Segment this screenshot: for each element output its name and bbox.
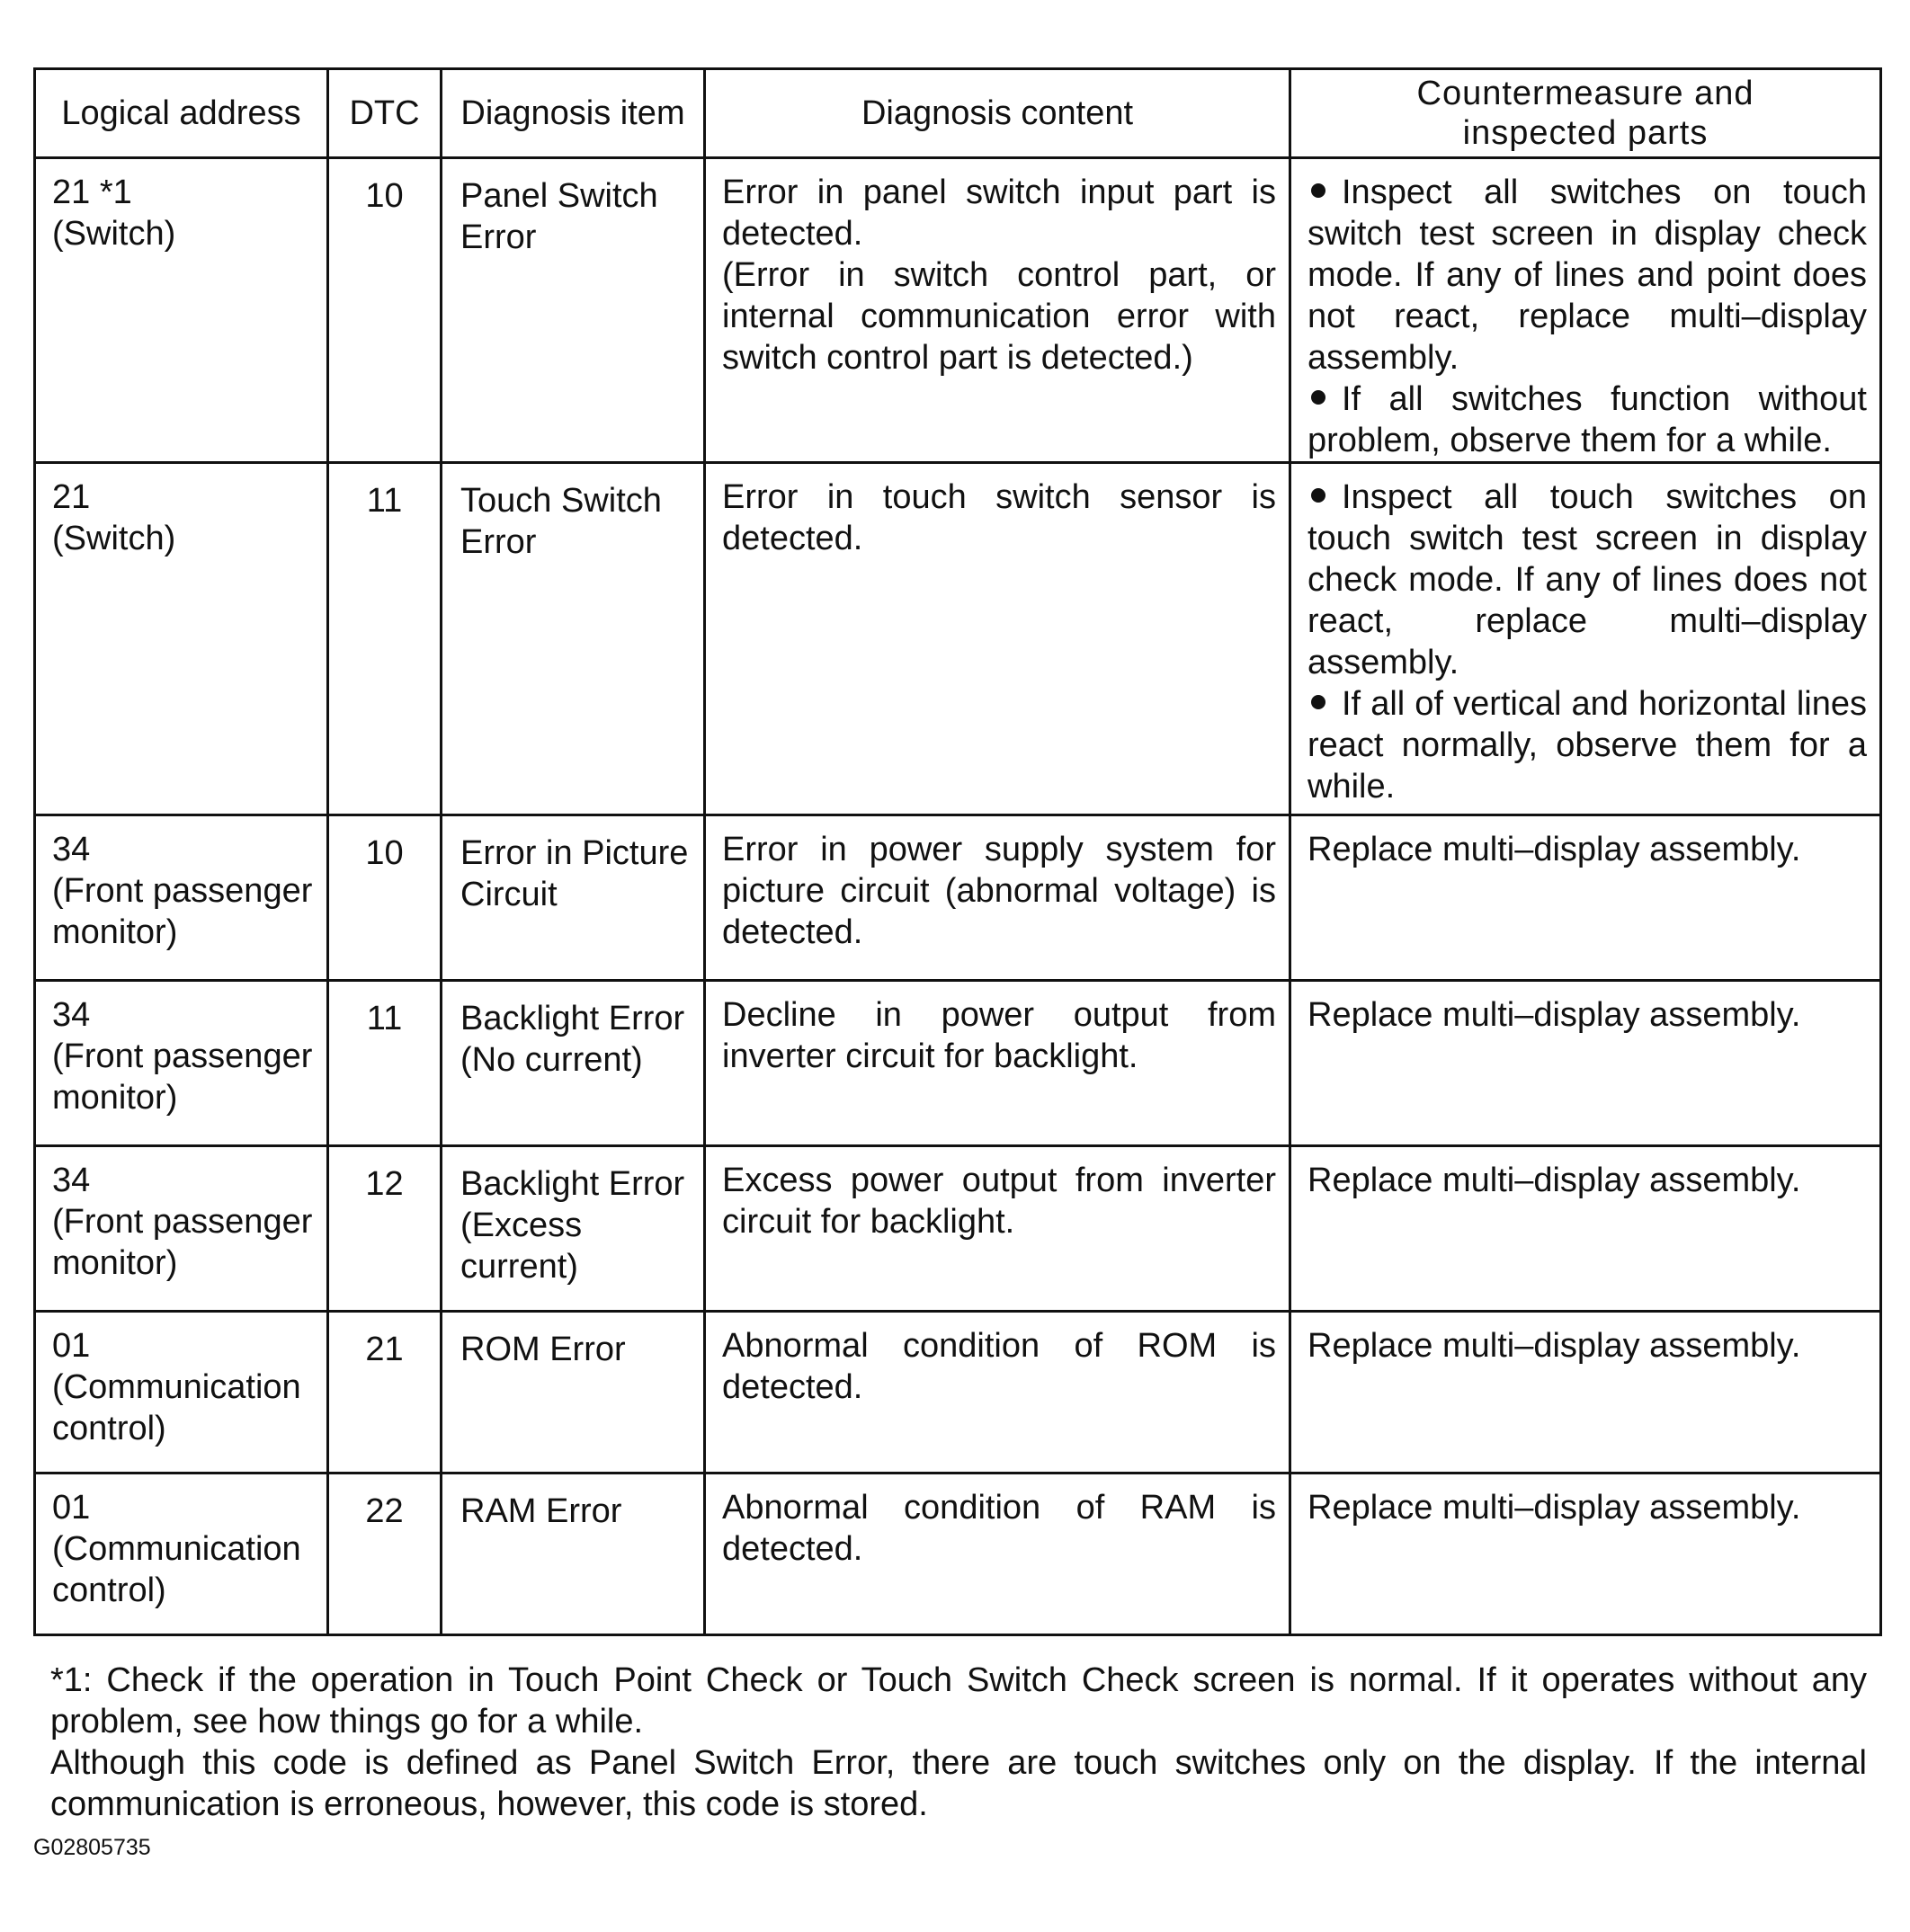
table-row (35, 1473, 1881, 1635)
cell-logical-address: 21 *1 (Switch) (35, 158, 328, 463)
cell-countermeasure: Replace multi–display assembly. (1290, 815, 1881, 981)
cell-countermeasure: Replace multi–display assembly. (1290, 1312, 1881, 1473)
cell-diagnosis-content: Error in touch switch sensor is detected. (705, 463, 1290, 815)
cell-dtc: 10 (328, 158, 442, 463)
cell-dtc: 12 (328, 1146, 442, 1312)
table-row (35, 815, 1881, 981)
cell-dtc: 22 (328, 1473, 442, 1635)
header-diagnosis-item: Diagnosis item (442, 69, 705, 158)
table-row (35, 1146, 1881, 1312)
cell-countermeasure (1290, 158, 1881, 463)
cell-countermeasure (1290, 463, 1881, 815)
bullet-icon (1311, 695, 1325, 709)
bullet-icon (1311, 488, 1325, 503)
bullet-icon (1311, 390, 1325, 405)
countermeasure-bullet: Inspect all touch switches on touch switch test screen in display check mode. If any of lines does not react, replace multi–display assembly. (1308, 478, 1867, 681)
cell-diagnosis-content: Error in panel switch input part is detected. (Error in switch control part, or internal communication error with switch control part is detected.) (705, 158, 1290, 463)
cell-logical-address: 34 (Front passenger monitor) (35, 1146, 328, 1312)
table-row (35, 1312, 1881, 1473)
cell-diagnosis-item: ROM Error (442, 1312, 705, 1473)
cell-diagnosis-item: Panel Switch Error (442, 158, 705, 463)
footnote-line: *1: Check if the operation in Touch Point Check or Touch Switch Check screen is normal. If it operates without any problem, see how things go for a while. (50, 1661, 1867, 1741)
cell-diagnosis-item: Backlight Error (No current) (442, 981, 705, 1146)
footnote-line: Although this code is defined as Panel Switch Error, there are touch switches only on the display. If the internal communication is erroneous, however, this code is stored. (50, 1744, 1867, 1823)
cell-logical-address: 21 (Switch) (35, 463, 328, 815)
cell-countermeasure: Replace multi–display assembly. (1290, 1146, 1881, 1312)
table-row (35, 463, 1881, 815)
countermeasure-bullet: Inspect all switches on touch switch test screen in display check mode. If any of lines and point does not react, replace multi–display assembly. (1308, 174, 1867, 377)
header-diagnosis-content: Diagnosis content (705, 69, 1290, 158)
cell-dtc: 21 (328, 1312, 442, 1473)
countermeasure-bullet: If all of vertical and horizontal lines react normally, observe them for a while. (1308, 685, 1867, 806)
cell-diagnosis-content: Abnormal condition of RAM is detected. (705, 1473, 1290, 1635)
cell-dtc: 11 (328, 981, 442, 1146)
cell-diagnosis-content: Decline in power output from inverter circuit for backlight. (705, 981, 1290, 1146)
bullet-icon (1311, 183, 1325, 198)
image-id-label: G02805735 (33, 1835, 151, 1860)
header-countermeasure: Countermeasure and inspected parts (1290, 69, 1881, 158)
cell-diagnosis-item: Error in Picture Circuit (442, 815, 705, 981)
header-dtc: DTC (328, 69, 442, 158)
cell-logical-address: 34 (Front passenger monitor) (35, 981, 328, 1146)
cell-logical-address: 34 (Front passenger monitor) (35, 815, 328, 981)
cell-countermeasure: Replace multi–display assembly. (1290, 981, 1881, 1146)
cell-logical-address: 01 (Communication control) (35, 1312, 328, 1473)
cell-dtc: 11 (328, 463, 442, 815)
header-row (35, 69, 1881, 158)
table-row (35, 981, 1881, 1146)
dtc-table (33, 67, 1882, 1636)
header-logical-address: Logical address (35, 69, 328, 158)
cell-countermeasure: Replace multi–display assembly. (1290, 1473, 1881, 1635)
table-row (35, 158, 1881, 463)
cell-diagnosis-item: Backlight Error (Excess current) (442, 1146, 705, 1312)
cell-diagnosis-content: Error in power supply system for picture circuit (abnormal voltage) is detected. (705, 815, 1290, 981)
countermeasure-bullet: If all switches function without problem, observe them for a while. (1308, 380, 1867, 459)
cell-diagnosis-item: RAM Error (442, 1473, 705, 1635)
cell-diagnosis-content: Abnormal condition of ROM is detected. (705, 1312, 1290, 1473)
footnote (50, 1660, 1867, 1825)
cell-logical-address: 01 (Communication control) (35, 1473, 328, 1635)
cell-diagnosis-content: Excess power output from inverter circuit for backlight. (705, 1146, 1290, 1312)
cell-diagnosis-item: Touch Switch Error (442, 463, 705, 815)
cell-dtc: 10 (328, 815, 442, 981)
